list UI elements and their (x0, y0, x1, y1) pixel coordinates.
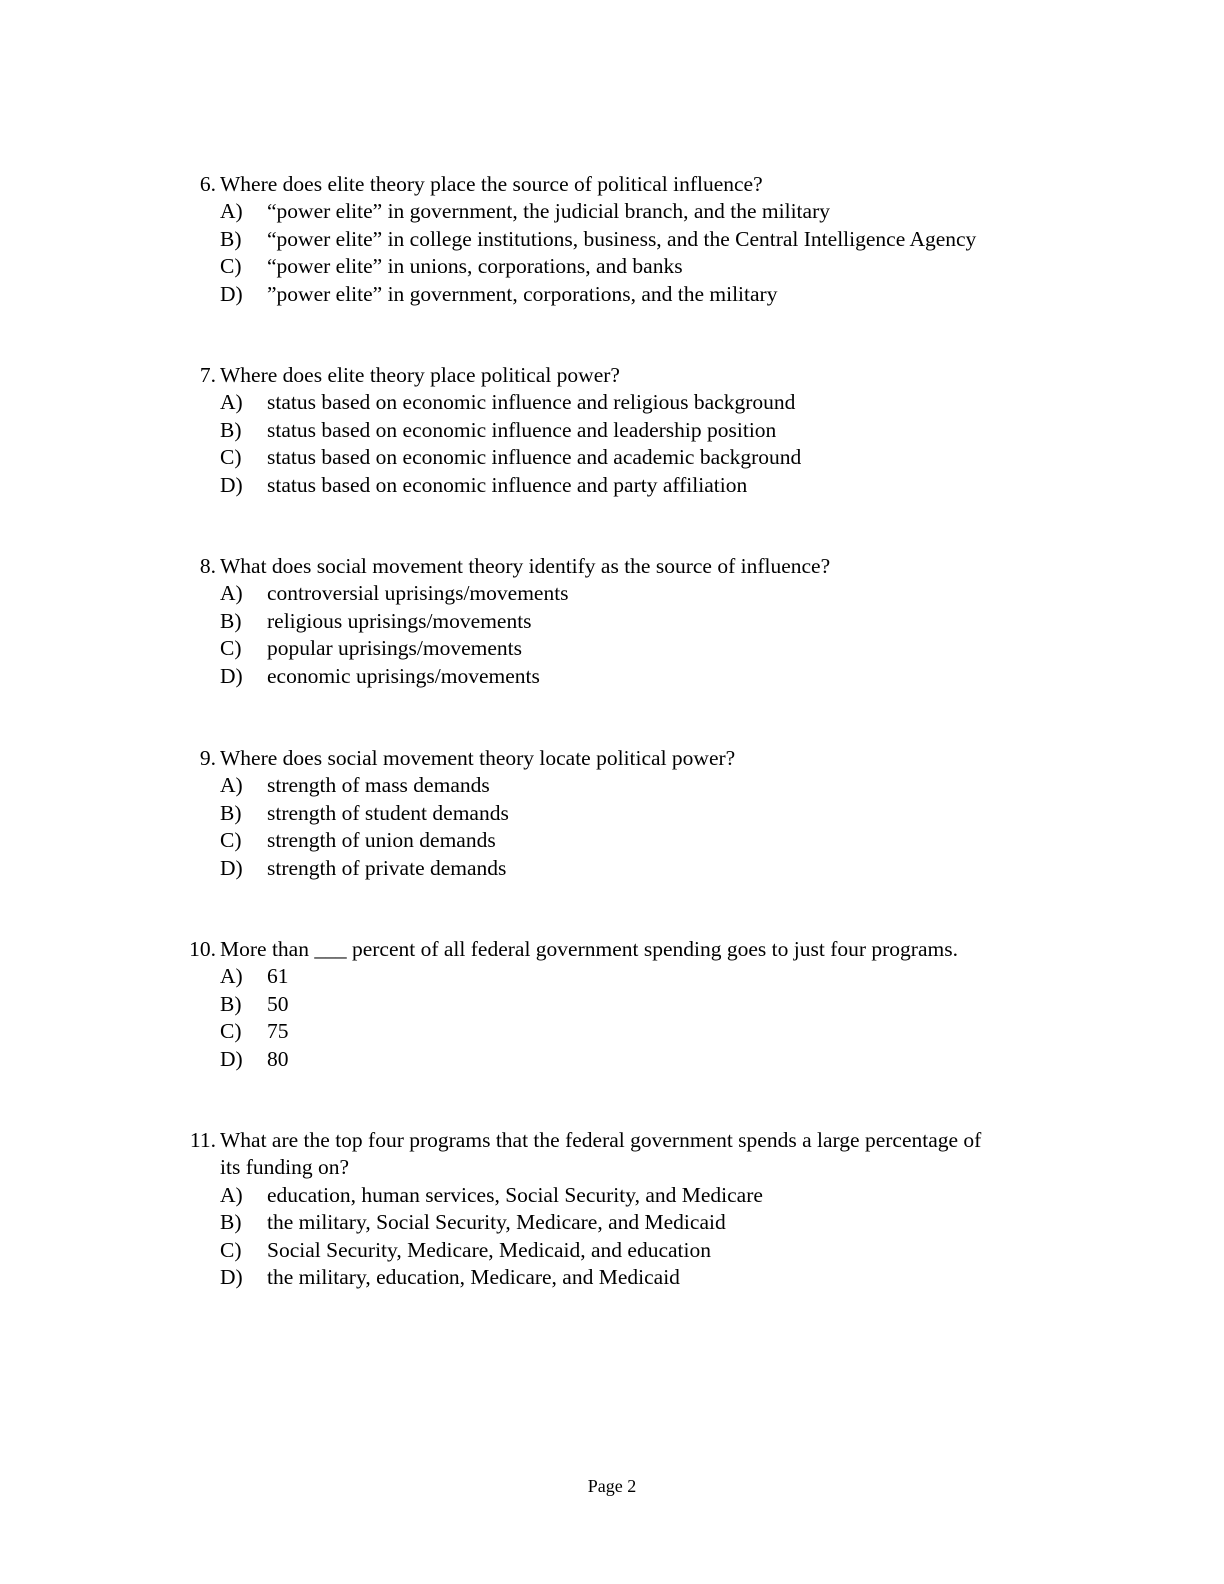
option-letter: C) (220, 1019, 242, 1044)
option-letter: D) (220, 472, 243, 497)
option-letter: C) (220, 636, 242, 661)
answer-option-d (0, 1046, 1224, 1073)
option-text: strength of private demands (267, 855, 507, 880)
question-11 (0, 1127, 1224, 1291)
answer-option-a (0, 772, 1224, 799)
option-letter: A) (220, 581, 243, 606)
option-text: religious uprisings/movements (267, 608, 532, 633)
option-letter: B) (220, 608, 242, 633)
option-letter: B) (220, 800, 242, 825)
answer-option-b (0, 1209, 1224, 1236)
option-text: strength of union demands (267, 828, 496, 853)
option-text: status based on economic influence and religious background (267, 390, 796, 415)
option-text: 80 (267, 1046, 289, 1071)
answer-option-a (0, 580, 1224, 607)
answer-option-b (0, 226, 1224, 253)
option-letter: A) (220, 773, 243, 798)
question-stem (0, 1127, 1224, 1154)
question-number: 6. (199, 172, 216, 196)
option-letter: D) (220, 281, 243, 306)
answer-option-b (0, 800, 1224, 827)
answer-option-b (0, 991, 1224, 1018)
option-text: status based on economic influence and academic background (267, 445, 802, 470)
option-letter: A) (220, 390, 243, 415)
answer-option-b (0, 608, 1224, 635)
question-7 (0, 362, 1224, 499)
question-number: 9. (199, 746, 216, 770)
option-text: “power elite” in college institutions, business, and the Central Intelligence Agency (267, 226, 977, 251)
question-text: What does social movement theory identify as the source of influence? (220, 554, 831, 578)
option-letter: B) (220, 991, 242, 1016)
option-text: the military, education, Medicare, and Medicaid (267, 1264, 680, 1289)
option-letter: B) (220, 1210, 242, 1235)
option-text: popular uprisings/movements (267, 636, 522, 661)
answer-option-d (0, 1264, 1224, 1291)
option-text: the military, Social Security, Medicare, and Medicaid (267, 1210, 726, 1235)
question-6 (0, 171, 1224, 308)
question-text: What are the top four programs that the federal government spends a large percentage of (220, 1128, 982, 1152)
option-text: “power elite” in unions, corporations, and banks (267, 254, 683, 279)
option-text: 50 (267, 991, 289, 1016)
question-number: 11. (189, 1128, 216, 1152)
question-number: 10. (189, 937, 216, 961)
answer-option-a (0, 389, 1224, 416)
question-text: More than ___ percent of all federal government spending goes to just four programs. (220, 937, 958, 961)
question-text: its funding on? (220, 1155, 349, 1180)
option-text: ”power elite” in government, corporations, and the military (267, 281, 778, 306)
question-stem (0, 362, 1224, 389)
answer-option-c (0, 253, 1224, 280)
answer-option-b (0, 417, 1224, 444)
option-letter: D) (220, 663, 243, 688)
option-text: status based on economic influence and leadership position (267, 417, 777, 442)
option-letter: C) (220, 254, 242, 279)
question-text: Where does elite theory place political power? (220, 363, 620, 387)
option-letter: B) (220, 417, 242, 442)
question-stem (0, 936, 1224, 963)
page-number: Page 2 (587, 1476, 637, 1496)
option-text: strength of mass demands (267, 773, 490, 798)
answer-option-d (0, 281, 1224, 308)
question-stem (0, 553, 1224, 580)
option-text: strength of student demands (267, 800, 509, 825)
option-letter: C) (220, 828, 242, 853)
question-10 (0, 936, 1224, 1073)
answer-option-c (0, 1018, 1224, 1045)
answer-option-a (0, 1182, 1224, 1209)
option-text: 75 (267, 1019, 289, 1044)
answer-option-d (0, 855, 1224, 882)
question-text: Where does elite theory place the source of political influence? (220, 172, 763, 196)
question-stem (0, 745, 1224, 772)
answer-option-a (0, 963, 1224, 990)
answer-option-d (0, 472, 1224, 499)
option-text: economic uprisings/movements (267, 663, 540, 688)
option-text: controversial uprisings/movements (267, 581, 569, 606)
option-letter: D) (220, 1264, 243, 1289)
answer-option-c (0, 1237, 1224, 1264)
option-text: 61 (267, 964, 289, 989)
option-letter: C) (220, 445, 242, 470)
question-stem (0, 171, 1224, 198)
question-stem-continued (0, 1154, 1224, 1181)
option-letter: C) (220, 1237, 242, 1262)
question-8 (0, 553, 1224, 690)
option-text: Social Security, Medicare, Medicaid, and education (267, 1237, 711, 1262)
option-text: status based on economic influence and party affiliation (267, 472, 748, 497)
option-text: “power elite” in government, the judicial branch, and the military (267, 199, 830, 224)
answer-option-c (0, 635, 1224, 662)
option-text: education, human services, Social Security, and Medicare (267, 1182, 763, 1207)
answer-option-c (0, 444, 1224, 471)
question-text: Where does social movement theory locate political power? (220, 746, 736, 770)
answer-option-d (0, 663, 1224, 690)
answer-option-c (0, 827, 1224, 854)
question-number: 7. (199, 363, 216, 387)
option-letter: B) (220, 226, 242, 251)
option-letter: D) (220, 855, 243, 880)
option-letter: D) (220, 1046, 243, 1071)
answer-option-a (0, 198, 1224, 225)
option-letter: A) (220, 1182, 243, 1207)
option-letter: A) (220, 199, 243, 224)
option-letter: A) (220, 964, 243, 989)
question-number: 8. (199, 554, 216, 578)
question-9 (0, 745, 1224, 882)
